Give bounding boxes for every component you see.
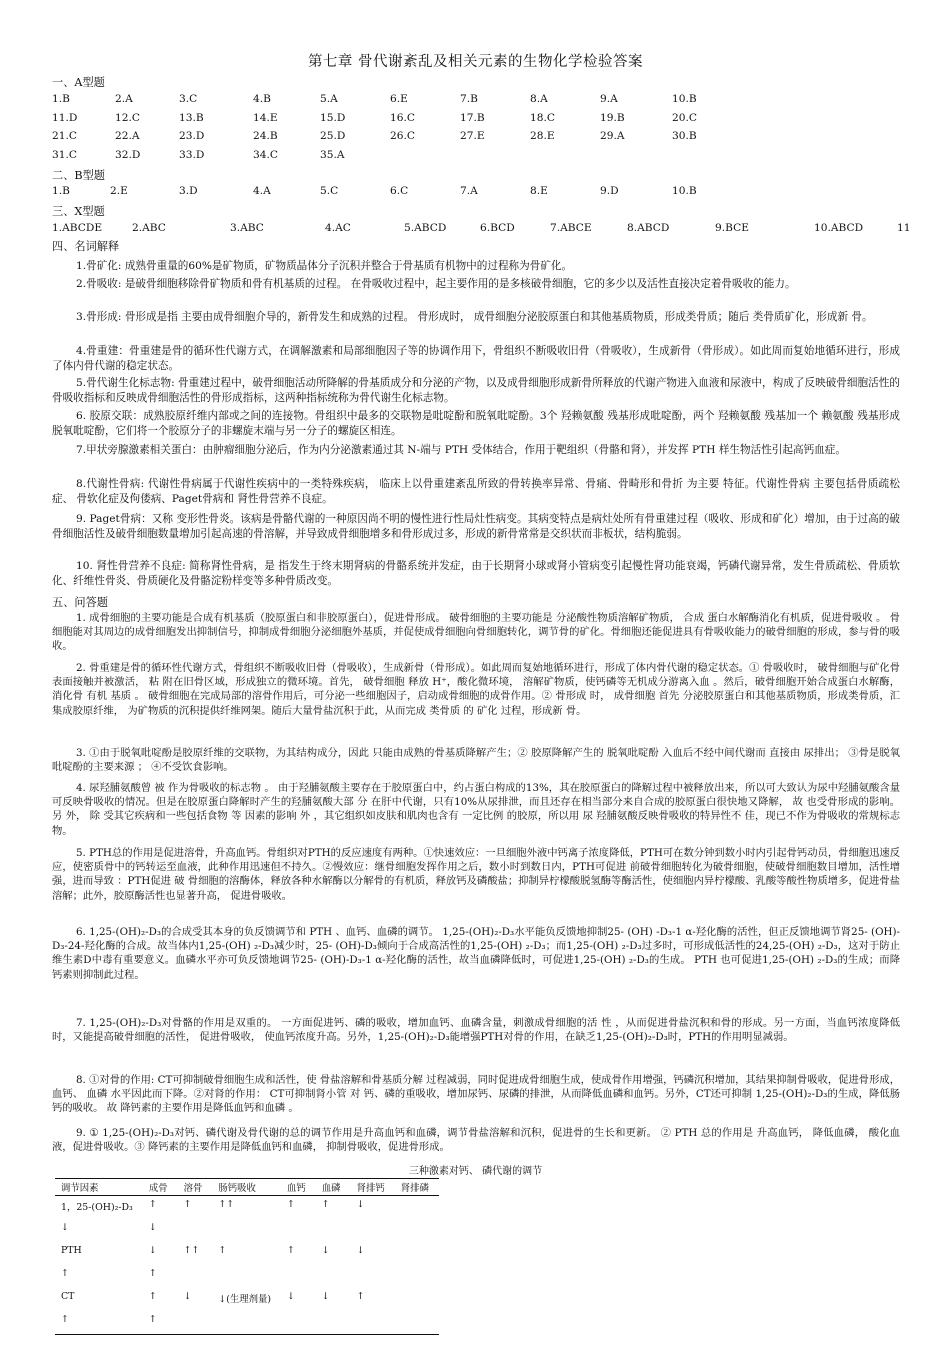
answer-item: 21.C <box>52 130 77 142</box>
table-header-cell: 成骨 <box>143 1179 178 1196</box>
table-cell <box>395 1265 439 1288</box>
table-cell: ↓ <box>356 1245 365 1256</box>
answer-item: 6.C <box>390 185 409 197</box>
table-cell: ↑ <box>218 1245 227 1256</box>
answer-3: 3. ①由于脱氧吡啶酚是胶原纤维的交联物，为其结构成分，因此 只能由成熟的骨基质降解产生；② 胶原降解产生的 脱氧吡啶酚 入血后不经中间代谢而 直接由 尿排出； ③骨是脱氧吡啶酚的主要来源 ； ④不受饮食影响。 <box>52 747 900 774</box>
answer-item: 33.D <box>179 148 205 161</box>
table-row <box>55 1265 439 1288</box>
answer-item: 1.B <box>52 93 70 105</box>
table-cell: CT <box>61 1291 75 1302</box>
answer-item: 2.A <box>115 93 133 105</box>
answer-item: 12.C <box>115 111 140 124</box>
table-cell <box>316 1311 351 1335</box>
table-cell: ↑ <box>148 1268 157 1279</box>
answer-item: 22.A <box>115 130 140 142</box>
answer-item: 9.A <box>600 93 618 105</box>
answer-item: 20.C <box>672 111 697 124</box>
term-3: 3.骨形成: 骨形成是指 主要由成骨细胞介导的，新骨发生和成熟的过程。 骨形成时， 成骨细胞分泌胶原蛋白和其他基质物质，形成类骨质；随后 类骨质矿化，形成新 骨。 <box>76 311 873 323</box>
table-cell <box>316 1265 351 1288</box>
table-cell <box>281 1265 316 1288</box>
term-7: 7.甲状旁腺激素相关蛋白：由肿瘤细胞分泌后，作为内分泌激素通过其 N-端与 PTH 受体结合，作用于靶组织（骨骼和肾），并发挥 PTH 样生物活性引起高钙血症。 <box>76 444 846 456</box>
term-2: 2.骨吸收: 是破骨细胞移除骨矿物质和骨有机基质的过程。 在骨吸收过程中，起主要作用的是多核破骨细胞，它的多少以及活性直接决定着骨吸收的能力。 <box>76 278 796 290</box>
answer-item: 35.A <box>320 148 345 161</box>
table-cell: ↑ <box>148 1291 157 1302</box>
table-cell <box>212 1265 281 1288</box>
answer-item: 24.B <box>253 130 278 142</box>
answer-item: 7.A <box>460 185 478 197</box>
table-cell <box>395 1219 439 1242</box>
table-cell <box>281 1219 316 1242</box>
answer-item: 16.C <box>390 111 415 124</box>
answer-8: 8. ①对骨的作用: CT可抑制破骨细胞生成和活性，使 骨盐溶解和骨基质分解 过程减弱，同时促进成骨细胞生成，使成骨作用增强，钙磷沉积增加，其结果抑制骨吸收，促进骨形成，血钙、 血磷 水平因此而下降。②对肾的作用： CT可抑制肾小管 对 钙、磷的重吸收，增加尿钙、尿磷的排泄，从而降低血磷和血钙。另外，CT还可抑制 1,25-(OH)₂-D₃的生成，降低肠钙的吸收。 故 降钙素的主要作用是降低血钙和血磷 。 <box>52 1074 900 1115</box>
answer-item: 4.A <box>253 185 271 197</box>
term-9: 9. Paget骨病：又称 变形性骨炎。该病是骨骼代谢的一种原因尚不明的慢性进行性局灶性病变。其病变特点是病灶处所有骨重建过程（吸收、形成和矿化）增加，由于过高的破骨细胞活性及破骨细胞数量增加引起高速的骨溶解，并导致成骨细胞增多和骨形成过多，形成的新骨常常是交织状而非板状，结构脆弱。 <box>52 513 900 541</box>
answer-item: 8.E <box>530 185 548 197</box>
answer-item: 2.E <box>110 185 128 197</box>
answer-item: 11 <box>897 222 911 234</box>
table-cell: ↑ <box>287 1245 295 1256</box>
section-a-heading: 一、A型题 <box>52 76 105 89</box>
term-6: 6. 胶原交联：成熟胶原纤维内部或之间的连接物。骨组织中最多的交联物是吡啶酚和脱氧吡啶酚。3个 羟赖氨酸 残基形成吡啶酚，两个 羟赖氨酸 残基加一个 赖氨酸 残基形成脱氧吡啶酚，它们将一个胶原分子的非螺旋末端与另一分子的螺旋区相连。 <box>52 410 900 438</box>
hormone-regulation-table <box>55 1178 439 1335</box>
table-cell <box>281 1311 316 1335</box>
answer-6: 6. 1,25-(OH)₂-D₃的合成受其本身的负反馈调节和 PTH 、血钙、血磷的调节。 1,25-(OH)₂-D₃水平能负反馈地抑制25- (OH) -D₃-1 α-羟化酶的活性，但正反馈地调节肾25- (OH)-D₃-24-羟化酶的合成。故当体内1,25-(OH) ₂-D₃减少时，25- (OH)-D₃倾向于合成高活性的1,25-(OH) ₂-D₃；而1,25-(OH) ₂-D₃过多时，可形成低活性的24,25-(OH) ₂-D₃，这对于防止维生素D中毒有重要意义。血磷水平亦可负反馈地调节25- (OH)-D₃-1 α-羟化酶的活性，故当血磷降低时，可促进1,25-(OH) ₂-D₃的生成。 PTH 也可促进1,25-(OH) ₂-D₃的生成；而降钙素则抑制此过程。 <box>52 926 900 981</box>
answer-item: 1.B <box>52 185 70 197</box>
section-qa-heading: 五、问答题 <box>52 596 108 609</box>
answer-item: 28.E <box>530 130 555 142</box>
table-cell: ↓ <box>321 1245 330 1256</box>
answer-item: 15.D <box>320 111 346 124</box>
answer-item: 19.B <box>600 111 625 124</box>
answer-item: 8.A <box>530 93 548 105</box>
table-cell: ↑ <box>183 1199 192 1210</box>
answer-item: 25.D <box>320 130 346 142</box>
table-row <box>55 1288 439 1311</box>
table-cell: ↑ <box>287 1199 295 1210</box>
table-cell <box>316 1219 351 1242</box>
table-cell: ↓(生理剂量) <box>218 1294 272 1305</box>
table-cell: ↑↑ <box>218 1199 235 1210</box>
table-cell: ↑ <box>148 1199 157 1210</box>
table-cell: ↓ <box>148 1222 157 1233</box>
answer-item: 5.C <box>320 185 339 197</box>
table-header-row <box>55 1179 439 1196</box>
table-cell <box>395 1311 439 1335</box>
table-cell: ↑ <box>356 1291 365 1302</box>
table-body <box>55 1196 439 1335</box>
answer-item: 32.D <box>115 148 141 161</box>
table-cell <box>178 1219 213 1242</box>
table-caption: 三种激素对钙、 磷代谢的调节 <box>408 1166 543 1177</box>
table-header-cell: 溶骨 <box>178 1179 213 1196</box>
table-cell <box>351 1219 395 1242</box>
answer-1: 1. 成骨细胞的主要功能是合成有机基质（胶原蛋白和非胶原蛋白），促进骨形成。 破骨细胞的主要功能是 分泌酸性物质溶解矿物质， 合成 蛋白水解酶消化有机质，促进骨吸收 。 骨细胞能对其周边的成骨细胞发出抑制信号，抑制成骨细胞分泌细胞外基质，并促使成骨细胞向骨细胞转化，调节骨的矿化。骨细胞还能促进具有骨吸收能力的破骨细胞的形成，参与骨的吸收。 <box>52 612 900 653</box>
table-cell <box>395 1288 439 1311</box>
term-4: 4.骨重建：骨重建是骨的循环性代谢方式，在调解激素和局部细胞因子等的协调作用下，骨组织不断吸收旧骨（骨吸收），生成新骨（骨形成）。如此周而复始地循环进行，形成了体内骨代谢的稳定状态。 <box>52 345 900 373</box>
answer-item: 34.C <box>253 148 278 161</box>
table-cell <box>395 1196 439 1220</box>
answer-7: 7. 1,25-(OH)₂-D₃对骨骼的作用是双重的。 一方面促进钙、磷的吸收，增加血钙、血磷含量，刺激成骨细胞的活 性 ，从而促进骨盐沉积和骨的形成。另一方面，当血钙浓度降低时，又能提高破骨细胞的活性， 促进骨吸收， 使血钙浓度升高。另外，1,25-(OH)₂-D₃能增强PTH对骨的作用，在缺乏1,25-(OH)₂-D₃时，PTH的作用明显减弱。 <box>52 1017 900 1044</box>
answer-item: 7.B <box>460 93 478 105</box>
document-title: 第七章 骨代谢紊乱及相关元素的生物化学检验答案 <box>307 54 644 70</box>
table-cell <box>212 1311 281 1335</box>
table-header-cell: 肾排磷 <box>395 1179 439 1196</box>
table-cell <box>212 1219 281 1242</box>
table-cell: ↑ <box>55 1311 143 1335</box>
table-header-cell: 肠钙吸收 <box>212 1179 281 1196</box>
answer-item: 10.ABCD <box>814 222 864 234</box>
answer-item: 26.C <box>390 130 415 142</box>
section-terms-heading: 四、名词解释 <box>52 240 120 253</box>
answer-item: 10.B <box>672 185 697 197</box>
answer-item: 4.B <box>253 93 271 105</box>
answer-item: 29.A <box>600 130 625 142</box>
answer-item: 11.D <box>52 111 78 124</box>
answer-item: 5.ABCD <box>404 222 447 234</box>
answer-item: 17.B <box>460 111 485 124</box>
table-cell <box>178 1265 213 1288</box>
answer-item: 4.AC <box>325 222 351 234</box>
answer-4: 4. 尿羟脯氨酸曾 被 作为骨吸收的标志物 。 由于羟脯氨酸主要存在于胶原蛋白中，约占蛋白构成的13%，其在胶原蛋白的降解过程中被释放出来，所以可大致认为尿中羟脯氨酸含量可反映骨吸收的情况。但是在胶原蛋白降解时产生的羟脯氨酸大部 分 在肝中代谢，只有10%从尿排泄，而且还存在相当部分来自合成的胶原蛋白很快地又降解， 故 也受骨形成的影响。 另 外， 除 受其它疾病和一些包括食物 等 因素的影响 外 ，其它组织如皮肤和肌肉也含有 一定比例 的胶原，所以用 尿 羟脯氨酸反映骨吸收的特异性不 佳，现已不作为骨吸收的常规标志物。 <box>52 782 900 837</box>
section-b-heading: 二、B型题 <box>52 169 105 182</box>
term-8: 8.代谢性骨病: 代谢性骨病属于代谢性疾病中的一类特殊疾病， 临床上以骨重建紊乱所致的骨转换率异常、骨痛、骨畸形和骨折 为主要 特征。代谢性骨病 主要包括骨质疏松症、 骨软化症及佝偻病、Paget骨病和 肾性骨营养不良症。 <box>52 478 900 506</box>
table-cell <box>351 1311 395 1335</box>
table-row <box>55 1242 439 1265</box>
answer-item: 3.ABC <box>230 222 264 234</box>
table-cell: PTH <box>61 1245 82 1256</box>
answer-item: 30.B <box>672 130 697 142</box>
answer-item: 6.BCD <box>480 222 515 234</box>
table-cell: ↑ <box>321 1199 330 1210</box>
answer-item: 1.ABCDE <box>52 222 103 234</box>
table-cell: ↓ <box>321 1291 330 1302</box>
table-header-cell: 调节因素 <box>55 1179 143 1196</box>
table-cell: 1，25-(OH)₂-D₃ <box>61 1202 133 1213</box>
table-cell <box>395 1242 439 1265</box>
answer-item: 9.BCE <box>715 222 749 234</box>
answer-item: 5.A <box>320 93 338 105</box>
term-10: 10. 肾性骨营养不良症: 简称肾性骨病，是 指发生于终末期肾病的骨骼系统并发症，由于长期肾小球或肾小管病变引起慢性肾功能衰竭，钙磷代谢异常，发生骨质疏松、骨质软化、纤维性骨炎、骨质硬化及骨骼淀粉样变等多种骨质改变。 <box>52 560 900 588</box>
answer-item: 27.E <box>460 130 485 142</box>
answer-item: 9.D <box>600 185 619 197</box>
answer-item: 8.ABCD <box>627 222 670 234</box>
table-cell: ↓ <box>287 1291 295 1302</box>
answer-item: 7.ABCE <box>550 222 592 234</box>
answer-item: 10.B <box>672 93 697 105</box>
table-cell: ↓ <box>148 1245 157 1256</box>
answer-item: 13.B <box>179 111 204 124</box>
answer-9: 9. ① 1,25-(OH)₂-D₃对钙、磷代谢及骨代谢的总的调节作用是升高血钙和血磷，调节骨盐溶解和沉积，促进骨的生长和更新。 ② PTH 总的作用是 升高血钙， 降低血磷， 酸化血液，促进骨吸收。③ 降钙素的主要作用是降低血钙和血磷， 抑制骨吸收，促进骨形成。 <box>52 1127 900 1154</box>
table-cell: ↓ <box>183 1291 192 1302</box>
answer-item: 2.ABC <box>132 222 166 234</box>
answer-item: 6.E <box>390 93 408 105</box>
table-cell: ↑ <box>143 1311 178 1335</box>
answer-item: 23.D <box>179 130 205 142</box>
table-cell: ↑↑ <box>183 1245 200 1256</box>
table-header-cell: 血钙 <box>281 1179 316 1196</box>
table-cell: ↑ <box>61 1268 69 1279</box>
table-row <box>55 1196 439 1220</box>
term-1: 1.骨矿化: 成熟骨重量的60%是矿物质，矿物质晶体分子沉积并整合于骨基质有机物中的过程称为骨矿化。 <box>76 260 573 272</box>
table-cell <box>178 1311 213 1335</box>
answer-item: 3.D <box>179 185 198 197</box>
section-x-heading: 三、X型题 <box>52 205 105 218</box>
table-row <box>55 1219 439 1242</box>
term-5: 5.骨代谢生化标志物: 骨重建过程中，破骨细胞活动所降解的骨基质成分和分泌的产物，以及成骨细胞形成新骨所释放的代谢产物进入血液和尿液中，构成了反映破骨细胞活性的骨吸收指标和反映成骨细胞活性的骨形成指标，这两种指标统称为骨代谢生化标志物。 <box>52 377 900 405</box>
answer-item: 14.E <box>253 111 278 124</box>
table-row <box>55 1311 439 1335</box>
answer-item: 31.C <box>52 148 77 161</box>
table-cell: ↓ <box>356 1199 365 1210</box>
table-cell: ↓ <box>61 1222 69 1233</box>
table-cell <box>351 1265 395 1288</box>
answer-item: 18.C <box>530 111 555 124</box>
answer-2: 2. 骨重建是骨的循环性代谢方式，骨组织不断吸收旧骨（骨吸收），生成新骨（骨形成）。如此周而复始地循环进行，形成了体内骨代谢的稳定状态。① 骨吸收时， 破骨细胞与矿化骨表面接触并被激活， 粘 附在旧骨区域，形成独立的微环境。首先， 破骨细胞 释放 H⁺，酸化微环境， 溶解矿物质，使钙磷等无机成分游离入血 。然后，破骨细胞开始合成蛋白水解酶， 消化骨 有机 基质 。 破骨细胞在完成局部的溶骨作用后，可分泌一些细胞因子，启动成骨细胞的成骨作用。② 骨形成 时， 成骨细胞 首先 分泌胶原蛋白和其他基质物质，形成类骨质，汇集成胶原纤维， 为矿物质的沉积提供纤维网架。随后大量骨盐沉积于此，从而完成 类骨质 的 矿化 过程，形成新 骨。 <box>52 662 900 717</box>
table-header-cell: 血磷 <box>316 1179 351 1196</box>
answer-5: 5. PTH总的作用是促进溶骨，升高血钙。骨组织对PTH的反应速度有两种。①快速效应：一旦细胞外液中钙离子浓度降低，PTH可在数分钟到数小时内引起骨钙动员，骨细胞迅速反应，使密质骨中的钙转运至血液，此种作用迅速但不持久。②慢效应：继骨细胞发挥作用之后，数小时到数日内，PTH可促进 前破骨细胞转化为破骨细胞，使破骨细胞数目增加，活性增强，进而导致 ：PTH促进 破 骨细胞的溶酶体，释放各种水解酶以分解骨的有机质，释放钙及磷酸盐；抑制异柠檬酸脱氢酶等酶活性，使细胞内异柠檬酸、乳酸等酸性物质增多，促进骨盐溶解；此外，胶原酶活性也显著升高， 促进骨吸收。 <box>52 847 900 902</box>
table-header-cell: 肾排钙 <box>351 1179 395 1196</box>
answer-item: 3.C <box>179 93 198 105</box>
